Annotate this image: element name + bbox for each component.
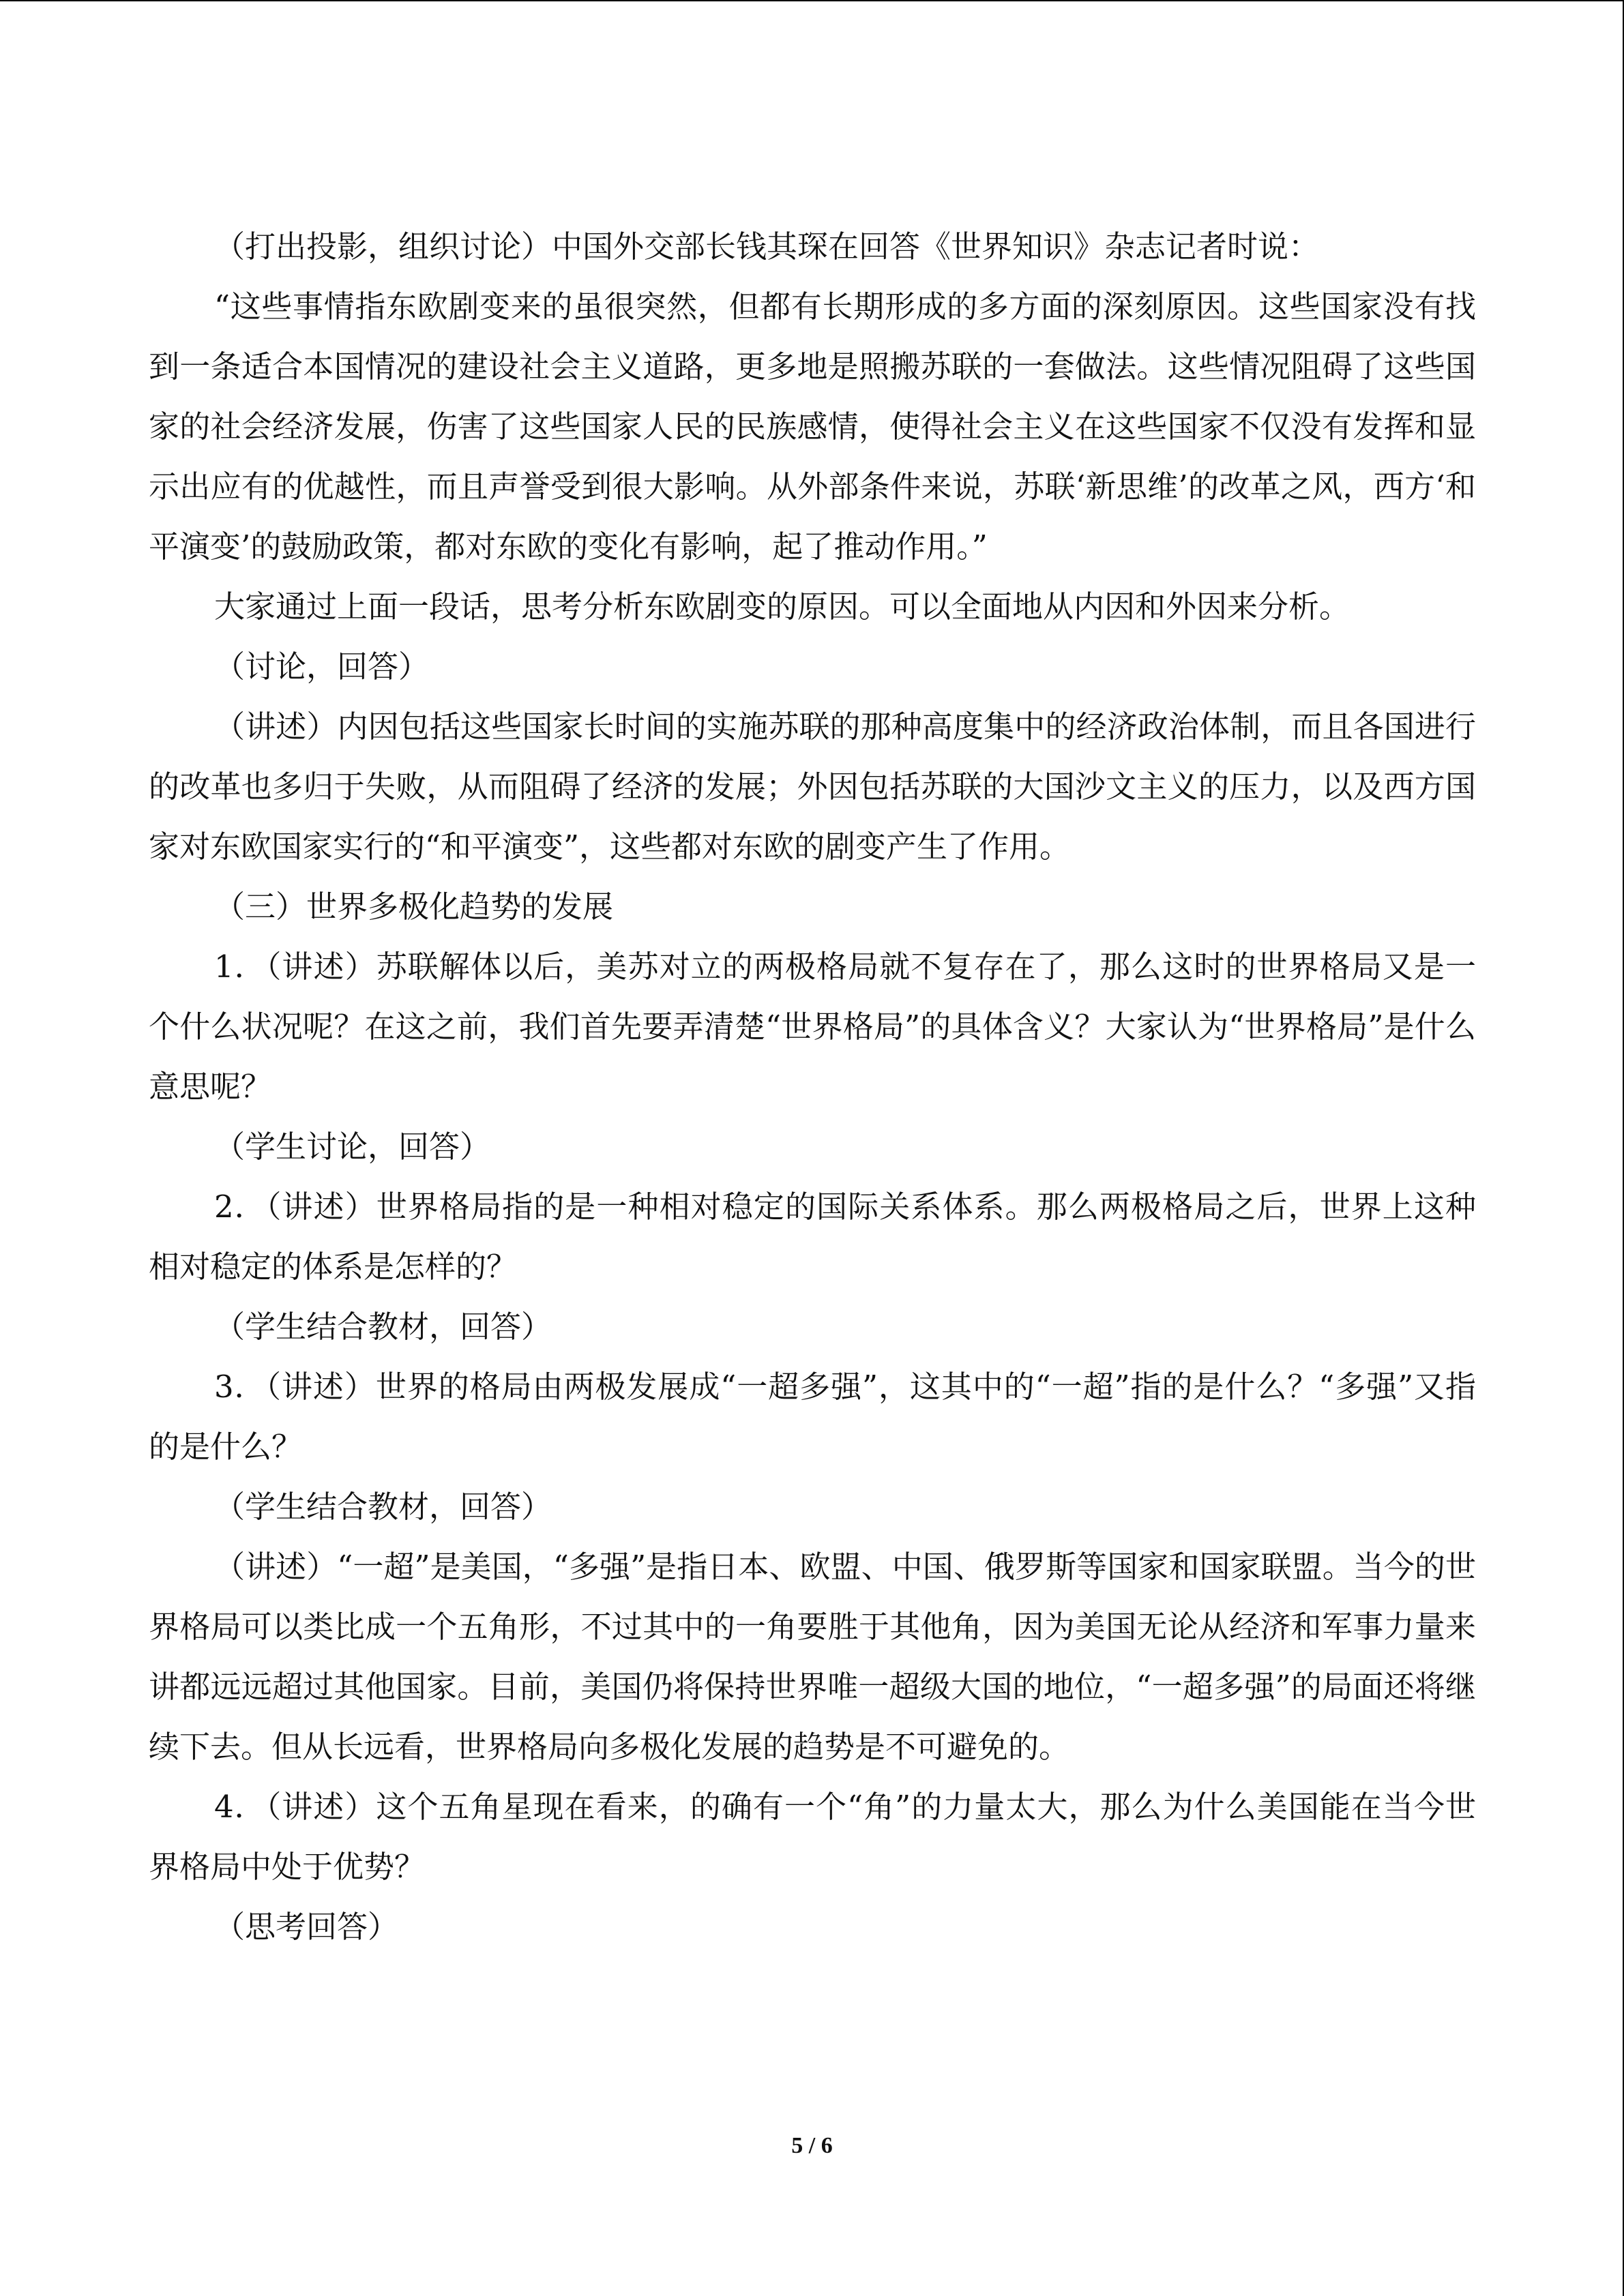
paragraph-item-4: 4．（讲述）这个五角星现在看来，的确有一个“角”的力量太大，那么为什么美国能在当今世界格局中处于优势？ xyxy=(149,1789,1476,1885)
paragraph-internal-external-causes: （讲述）内因包括这些国家长时间的实施苏联的那种高度集中的经济政治体制，而且各国进行的改革也多归于失败，从而阻碍了经济的发展；外因包括苏联的大国沙文主义的压力，以及西方国家对东欧国家实行的“和平演变”，这些都对东欧的剧变产生了作用。 xyxy=(149,709,1476,865)
page-number: 5 / 6 xyxy=(791,2133,833,2158)
paragraph-item-3: 3．（讲述）世界的格局由两极发展成“一超多强”，这其中的“一超”指的是什么？“多强”又指的是什么？ xyxy=(149,1369,1476,1465)
document-body xyxy=(149,217,1476,1957)
paragraph-quote: “这些事情指东欧剧变来的虽很突然，但都有长期形成的多方面的深刻原因。这些国家没有找到一条适合本国情况的建设社会主义道路，更多地是照搬苏联的一套做法。这些情况阻碍了这些国家的社会经济发展，伤害了这些国家人民的民族感情，使得社会主义在这些国家不仅没有发挥和显示出应有的优越性，而且声誉受到很大影响。从外部条件来说，苏联‘新思维’的改革之风，西方‘和平演变’的鼓励政策，都对东欧的变化有影响，起了推动作用。” xyxy=(149,288,1476,565)
paragraph-item-2: 2．（讲述）世界格局指的是一种相对稳定的国际关系体系。那么两极格局之后，世界上这种相对稳定的体系是怎样的？ xyxy=(149,1189,1476,1285)
paragraph-projection-intro: （打出投影，组织讨论）中国外交部长钱其琛在回答《世界知识》杂志记者时说： xyxy=(214,228,1320,265)
paragraph-item-1: 1．（讲述）苏联解体以后，美苏对立的两极格局就不复存在了，那么这时的世界格局又是一个什么状况呢？在这之前，我们首先要弄清楚“世界格局”的具体含义？大家认为“世界格局”是什么意思呢？ xyxy=(149,949,1476,1105)
paragraph-think-answer: （思考回答） xyxy=(214,1909,399,1945)
paragraph-think-analysis: 大家通过上面一段话，思考分析东欧剧变的原因。可以全面地从内因和外因来分析。 xyxy=(214,588,1350,625)
paragraph-student-textbook-2: （学生结合教材，回答） xyxy=(214,1489,552,1525)
paragraph-discuss-answer: （讨论，回答） xyxy=(214,648,430,685)
section-heading-multipolar: （三）世界多极化趋势的发展 xyxy=(214,889,614,925)
paragraph-student-textbook-1: （学生结合教材，回答） xyxy=(214,1309,552,1345)
paragraph-student-discuss: （学生讨论，回答） xyxy=(214,1129,491,1165)
paragraph-one-superpower: （讲述）“一超”是美国，“多强”是指日本、欧盟、中国、俄罗斯等国家和国家联盟。当今的世界格局可以类比成一个五角形，不过其中的一角要胜于其他角，因为美国无论从经济和军事力量来讲都远远超过其他国家。目前，美国仍将保持世界唯一超级大国的地位，“一超多强”的局面还将继续下去。但从长远看，世界格局向多极化发展的趋势是不可避免的。 xyxy=(149,1549,1476,1765)
